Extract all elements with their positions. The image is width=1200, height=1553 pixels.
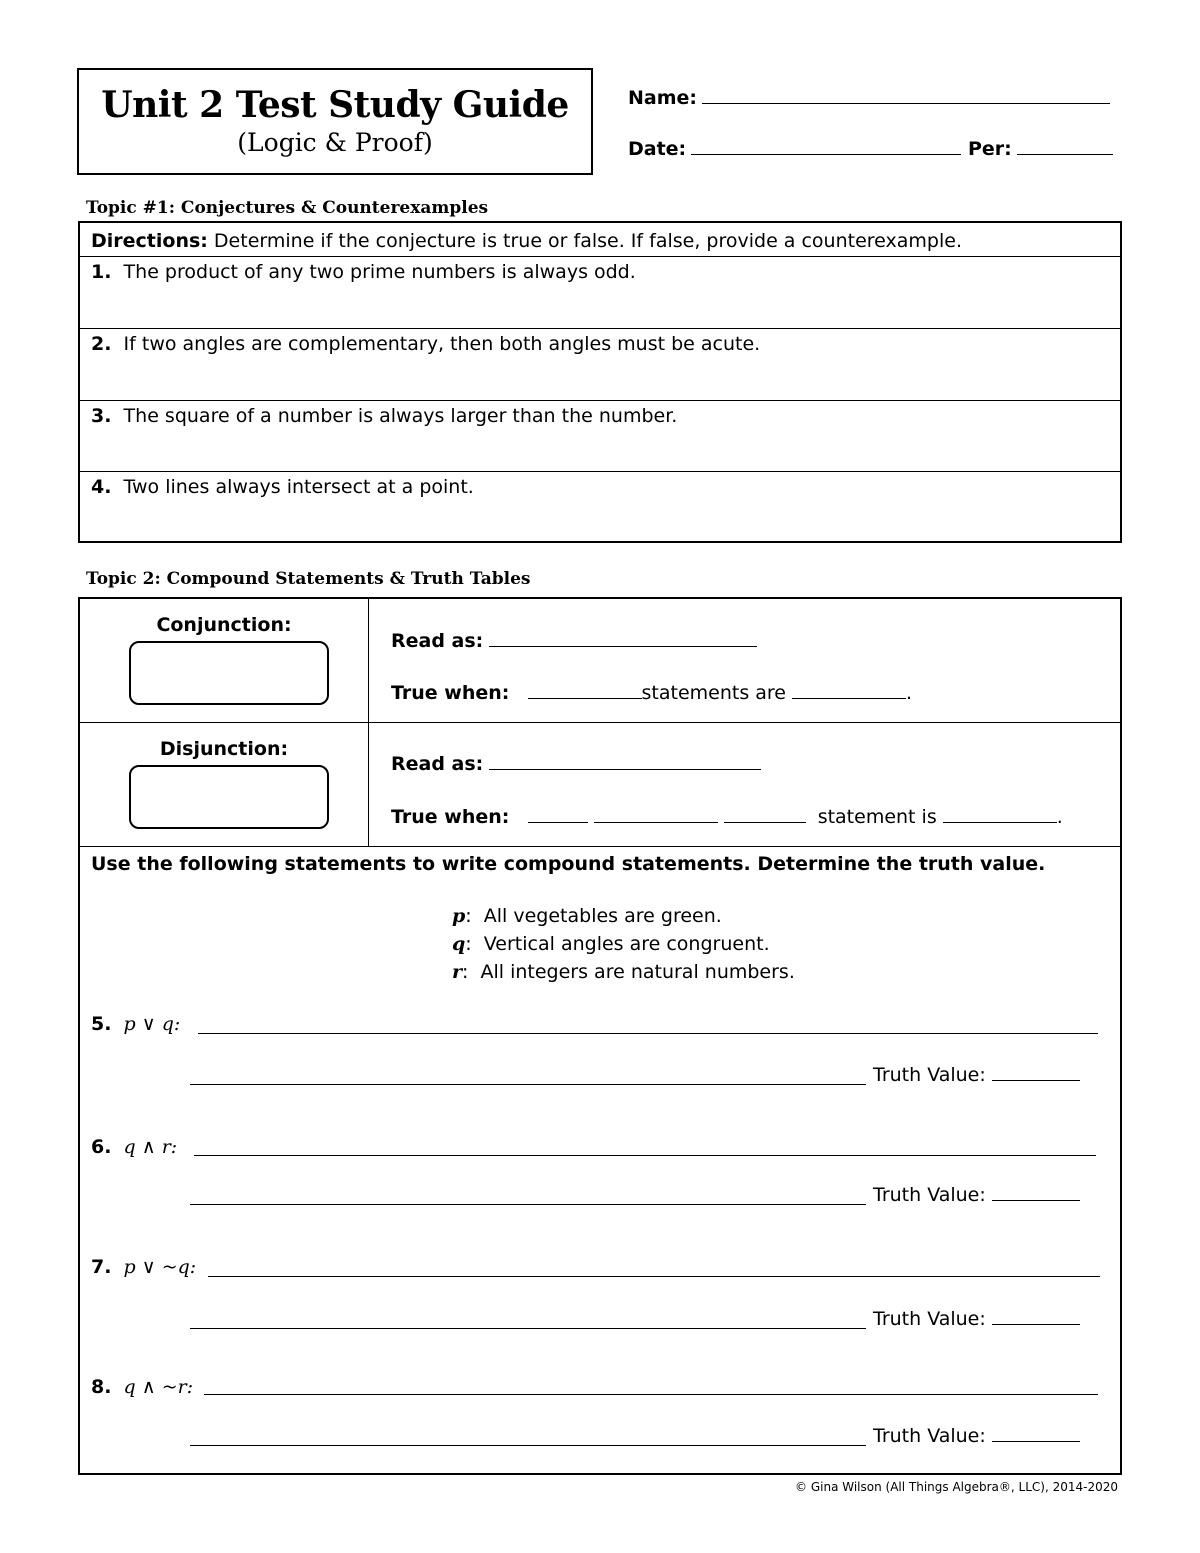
name-blank[interactable] (702, 87, 1110, 104)
statement-text: All integers are natural numbers. (468, 961, 795, 983)
problem-expr: p ∨ ~q: (123, 1256, 197, 1278)
question-text: Two lines always intersect at a point. (123, 476, 474, 498)
statement-sep: : (465, 905, 472, 927)
statement-q (452, 933, 770, 955)
topic2-heading: Topic 2: Compound Statements & Truth Tables (86, 569, 531, 589)
disjunction-true-when-blank-3[interactable] (724, 806, 806, 823)
topic1-table (78, 221, 1122, 543)
topic2-table (78, 597, 1122, 1475)
topic1-heading: Topic #1: Conjectures & Counterexamples (86, 198, 489, 218)
problem-5-answer-line-2[interactable] (190, 1084, 866, 1085)
period: . (1056, 806, 1063, 828)
statement-sep: : (465, 933, 472, 955)
problem-expr: q ∧ r: (123, 1136, 178, 1158)
problem-number: 8. (91, 1376, 112, 1398)
problem-8-label (91, 1376, 193, 1398)
question-number: 1. (91, 261, 112, 283)
disjunction-true-when-blank-1[interactable] (528, 806, 588, 823)
topic2-instructions: Use the following statements to write compound statements. Determine the truth value. (91, 853, 1046, 875)
read-as-label: Read as: (391, 630, 484, 652)
date-label: Date: (628, 138, 687, 160)
question-2 (91, 333, 760, 355)
per-field[interactable] (968, 138, 1113, 160)
disjunction-true-when-blank-4[interactable] (943, 806, 1057, 823)
disjunction-symbol-box[interactable] (129, 765, 329, 829)
conjunction-true-when (391, 682, 912, 704)
problem-number: 7. (91, 1256, 112, 1278)
title-box (77, 68, 593, 175)
problem-expr: p ∨ q: (123, 1013, 181, 1035)
statement-var: q (452, 933, 466, 955)
truth-value-label: Truth Value: (873, 1064, 986, 1086)
conjunction-symbol-box[interactable] (129, 641, 329, 705)
read-as-label: Read as: (391, 753, 484, 775)
problem-6-truth-value-blank[interactable] (992, 1184, 1080, 1201)
problem-6-truth-value (873, 1184, 1080, 1206)
question-text: If two angles are complementary, then both angles must be acute. (123, 333, 761, 355)
problem-6-answer-line-1[interactable] (194, 1155, 1096, 1156)
problem-8-answer-line-2[interactable] (190, 1445, 866, 1446)
problem-5-answer-line-1[interactable] (198, 1033, 1098, 1034)
disjunction-true-when-blank-2[interactable] (594, 806, 718, 823)
topic1-directions (91, 230, 962, 252)
page-title: Unit 2 Test Study Guide (101, 84, 569, 126)
truth-value-label: Truth Value: (873, 1308, 986, 1330)
question-text: The square of a number is always larger than the number. (123, 405, 678, 427)
statement-var: p (452, 905, 466, 927)
truth-value-label: Truth Value: (873, 1425, 986, 1447)
problem-7-label (91, 1256, 196, 1278)
problem-6-answer-line-2[interactable] (190, 1204, 866, 1205)
question-number: 3. (91, 405, 112, 427)
problem-7-truth-value (873, 1308, 1080, 1330)
problem-6-label (91, 1136, 177, 1158)
disjunction-mid-text: statement is (817, 806, 937, 828)
disjunction-label: Disjunction: (159, 738, 289, 760)
statement-text: Vertical angles are congruent. (471, 933, 770, 955)
question-4 (91, 476, 474, 498)
per-label: Per: (968, 138, 1012, 160)
statement-var: r (452, 961, 463, 983)
per-blank[interactable] (1017, 138, 1113, 155)
directions-text: Determine if the conjecture is true or false. If false, provide a counterexample. (207, 230, 962, 252)
statement-text: All vegetables are green. (471, 905, 722, 927)
problem-7-answer-line-2[interactable] (190, 1328, 866, 1329)
problem-7-truth-value-blank[interactable] (992, 1308, 1080, 1325)
statement-sep: : (462, 961, 469, 983)
problem-8-truth-value-blank[interactable] (992, 1425, 1080, 1442)
period: . (906, 682, 913, 704)
disjunction-read-as (391, 753, 761, 775)
statement-r (452, 961, 795, 983)
name-field[interactable] (628, 87, 1110, 109)
conjunction-read-as-blank[interactable] (489, 630, 757, 647)
question-text: The product of any two prime numbers is always odd. (123, 261, 636, 283)
date-field[interactable] (628, 138, 961, 160)
conjunction-mid-text: statements are (641, 682, 786, 704)
problem-5-label (91, 1013, 180, 1035)
disjunction-read-as-blank[interactable] (489, 753, 761, 770)
true-when-label: True when: (391, 682, 510, 704)
problem-8-answer-line-1[interactable] (204, 1394, 1098, 1395)
page-subtitle: (Logic & Proof) (237, 128, 433, 157)
conjunction-true-when-blank-1[interactable] (528, 682, 642, 699)
problem-5-truth-value (873, 1064, 1080, 1086)
name-label: Name: (628, 87, 698, 109)
problem-number: 6. (91, 1136, 112, 1158)
statement-p (452, 905, 722, 927)
question-number: 2. (91, 333, 112, 355)
true-when-label: True when: (391, 806, 510, 828)
directions-label: Directions: (91, 230, 208, 252)
truth-value-label: Truth Value: (873, 1184, 986, 1206)
conjunction-label: Conjunction: (156, 614, 292, 636)
question-1 (91, 261, 636, 283)
conjunction-true-when-blank-2[interactable] (792, 682, 906, 699)
copyright-footer: © Gina Wilson (All Things Algebra®, LLC), 2014-2020 (795, 1480, 1118, 1494)
problem-number: 5. (91, 1013, 112, 1035)
conjunction-read-as (391, 630, 757, 652)
disjunction-true-when (391, 806, 1063, 828)
problem-7-answer-line-1[interactable] (208, 1276, 1100, 1277)
problem-expr: q ∧ ~r: (123, 1376, 194, 1398)
date-blank[interactable] (691, 138, 961, 155)
problem-8-truth-value (873, 1425, 1080, 1447)
problem-5-truth-value-blank[interactable] (992, 1064, 1080, 1081)
question-number: 4. (91, 476, 112, 498)
question-3 (91, 405, 677, 427)
